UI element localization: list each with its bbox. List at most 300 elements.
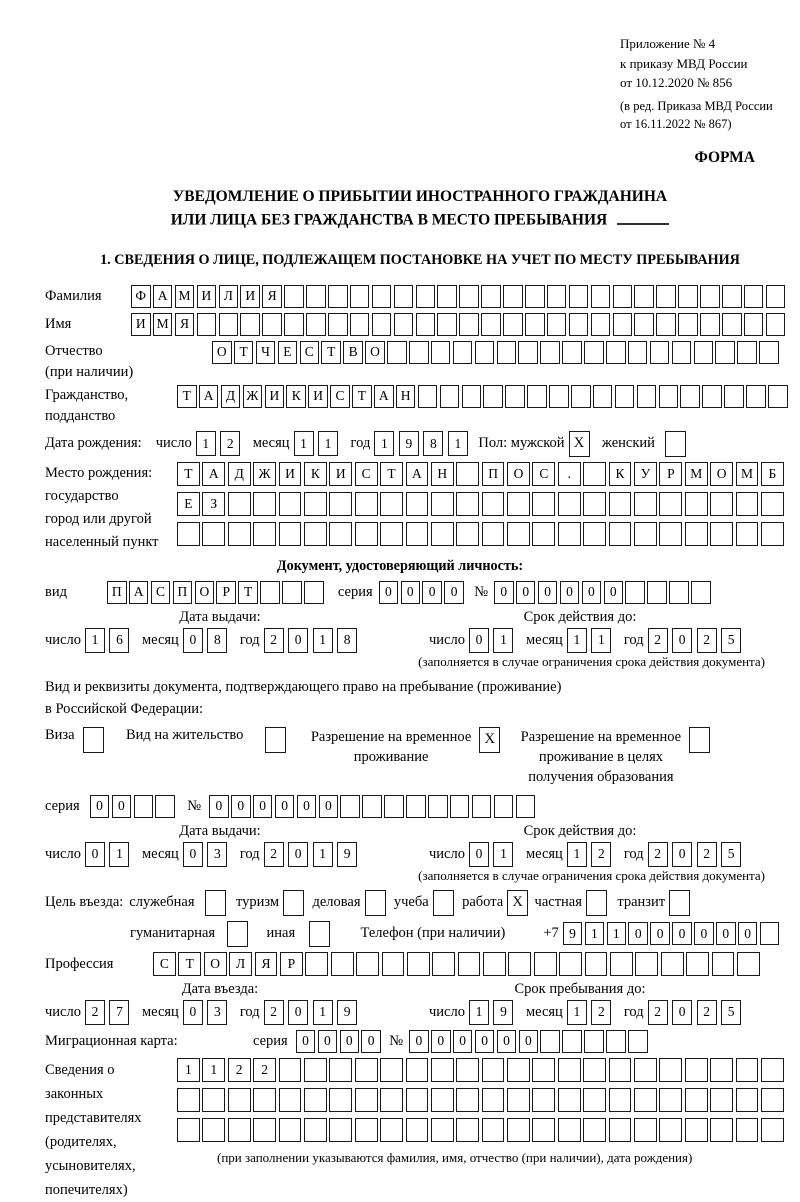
form-cell (456, 1118, 479, 1142)
form-cell (562, 341, 582, 364)
form-cell: К (286, 385, 306, 408)
form-cell (456, 522, 479, 546)
purpose-other-label: иная (266, 925, 296, 942)
doc-number-label: № (474, 583, 489, 600)
annex-revision-line: (в ред. Приказа МВД России (620, 98, 773, 113)
residence-doc-intro-line2: в Российской Федерации: (45, 701, 204, 718)
valid-year-cells (648, 842, 746, 867)
form-cell (583, 1088, 606, 1112)
birth-place-label: Место рождения: государство город или другой населенный пункт (45, 464, 159, 550)
form-cell: 2 (220, 431, 240, 456)
sex-male-checkbox (569, 431, 592, 457)
purpose-private-label: частная (534, 894, 582, 911)
form-cell (761, 522, 784, 546)
form-cell: 1 (567, 1000, 587, 1025)
form-cell (431, 492, 454, 516)
form-cell: 2 (253, 1058, 276, 1082)
form-cell: Н (396, 385, 416, 408)
checkbox-cell (205, 890, 226, 916)
form-cell (494, 795, 514, 818)
form-cell: 1 (313, 842, 333, 867)
entry-day-cells (85, 1000, 134, 1025)
residence-series-cells (90, 795, 178, 818)
form-cell (710, 1088, 733, 1112)
form-cell: А (374, 385, 394, 408)
form-cell: 0 (431, 1030, 451, 1053)
form-cell: 0 (444, 581, 464, 604)
checkbox-cell: X (569, 431, 590, 457)
sex-male-label: Пол: мужской (478, 435, 565, 452)
form-cell (700, 285, 720, 308)
form-cell: Т (177, 385, 197, 408)
form-cell: Ф (131, 285, 151, 308)
form-cell (712, 952, 735, 976)
form-cell (355, 522, 378, 546)
form-cell (700, 313, 720, 336)
form-cell (609, 1088, 632, 1112)
form-cell (304, 581, 324, 604)
form-cell (584, 1030, 604, 1053)
identity-doc-kind-row (45, 581, 795, 604)
birth-month-cells (294, 431, 343, 456)
form-cell (583, 1058, 606, 1082)
form-cell (482, 492, 505, 516)
form-cell (737, 341, 757, 364)
month-label: месяц (525, 1003, 563, 1020)
residence-doc-intro-line1: Вид и реквизиты документа, подтверждающего право на пребывание (проживание) (45, 678, 562, 695)
form-cell (569, 285, 589, 308)
form-cell (355, 1058, 378, 1082)
form-cell (702, 385, 722, 408)
form-cell (628, 341, 648, 364)
form-cell (659, 492, 682, 516)
form-cell: О (365, 341, 385, 364)
form-cell: 0 (209, 795, 229, 818)
residence-options-row (45, 727, 795, 787)
identity-issue-date (45, 628, 395, 653)
birth-place-row2-cells (177, 492, 786, 516)
form-cell (409, 341, 429, 364)
year-label: год (623, 631, 644, 648)
form-cell (481, 313, 501, 336)
visa-label: Виза (45, 726, 75, 743)
form-cell: 0 (275, 795, 295, 818)
form-cell (304, 522, 327, 546)
form-cell (680, 385, 700, 408)
form-cell (459, 285, 479, 308)
purpose-transit-label: транзит (617, 894, 666, 911)
form-cell (518, 341, 538, 364)
form-cell: 0 (297, 795, 317, 818)
form-cell: 1 (607, 922, 627, 945)
form-cell: 3 (207, 842, 227, 867)
doc-kind-label: вид (45, 584, 67, 601)
form-cell (483, 952, 506, 976)
form-cell (746, 385, 766, 408)
form-cell (761, 1118, 784, 1142)
form-cell: М (685, 462, 708, 486)
form-cell: 1 (202, 1058, 225, 1082)
form-cell (329, 1088, 352, 1112)
form-cell (634, 285, 654, 308)
form-cell: Е (177, 492, 200, 516)
citizenship-label: Гражданство, подданство (45, 386, 129, 424)
form-cell (766, 313, 786, 336)
entry-month-cells (183, 1000, 232, 1025)
birth-date-label: Дата рождения: (45, 435, 142, 452)
form-cell (406, 492, 429, 516)
form-cell: 0 (519, 1030, 539, 1053)
form-cell: 1 (567, 842, 587, 867)
form-cell (202, 1118, 225, 1142)
temp-residence-checkbox (479, 727, 502, 753)
form-cell: 0 (401, 581, 421, 604)
birth-day-cells (196, 431, 245, 456)
purpose-study-checkbox (433, 890, 456, 916)
form-cell (585, 952, 608, 976)
form-cell (661, 952, 684, 976)
firstname-label: Имя (45, 316, 72, 333)
form-cell: 0 (582, 581, 602, 604)
form-cell (329, 492, 352, 516)
year-label: год (239, 631, 260, 648)
purpose-private-checkbox (586, 890, 609, 916)
form-cell (507, 1118, 530, 1142)
checkbox-cell (433, 890, 454, 916)
form-cell (362, 795, 382, 818)
form-cell (155, 795, 175, 818)
form-cell (475, 341, 495, 364)
form-cell (134, 795, 154, 818)
form-cell (329, 1058, 352, 1082)
form-cell: 0 (409, 1030, 429, 1053)
form-cell: 0 (231, 795, 251, 818)
form-cell (437, 285, 457, 308)
form-cell (584, 341, 604, 364)
purpose-business-checkbox (365, 890, 388, 916)
form-cell (380, 1118, 403, 1142)
form-cell: 0 (183, 1000, 203, 1025)
form-cell: Т (178, 952, 201, 976)
form-cell: А (129, 581, 149, 604)
issue-date-heading: Дата выдачи: (179, 822, 261, 839)
form-cell (659, 1118, 682, 1142)
migration-number-label: № (389, 1032, 404, 1049)
form-cell (591, 313, 611, 336)
form-cell: 1 (85, 628, 105, 653)
form-cell: О (710, 462, 733, 486)
form-cell: 0 (628, 922, 648, 945)
entry-year-cells (264, 1000, 362, 1025)
form-cell (406, 795, 426, 818)
stay-month-cells (567, 1000, 616, 1025)
form-cell (407, 952, 430, 976)
form-cell (761, 1088, 784, 1112)
form-cell (228, 1118, 251, 1142)
form-title-line1: УВЕДОМЛЕНИЕ О ПРИБЫТИИ ИНОСТРАННОГО ГРАЖДАНИНА (172, 187, 668, 205)
form-cell (609, 1118, 632, 1142)
form-cell (571, 385, 591, 408)
form-cell: 2 (648, 628, 668, 653)
form-cell (219, 313, 239, 336)
form-cell: Л (219, 285, 239, 308)
form-cell: 1 (448, 431, 468, 456)
form-cell: С (151, 581, 171, 604)
form-cell (540, 1030, 560, 1053)
form-cell: Р (659, 462, 682, 486)
form-cell: 5 (721, 842, 741, 867)
day-label: число (429, 631, 465, 648)
form-cell (613, 285, 633, 308)
section1-heading: 1. СВЕДЕНИЯ О ЛИЦЕ, ПОДЛЕЖАЩЕМ ПОСТАНОВКЕ НА УЧЕТ ПО МЕСТУ ПРЕБЫВАНИЯ (100, 251, 740, 268)
form-cell (685, 522, 708, 546)
patronymic-label: Отчество (при наличии) (45, 342, 134, 380)
form-cell (656, 285, 676, 308)
form-cell: 1 (585, 922, 605, 945)
form-cell (710, 1118, 733, 1142)
form-cell (634, 1058, 657, 1082)
doc-number-cells (494, 581, 713, 604)
form-cell: 1 (196, 431, 216, 456)
form-cell (279, 522, 302, 546)
form-cell (685, 1058, 708, 1082)
form-cell: А (202, 462, 225, 486)
form-cell (558, 1118, 581, 1142)
form-cell (340, 795, 360, 818)
form-cell (694, 341, 714, 364)
form-cell (583, 1118, 606, 1142)
form-cell: Т (352, 385, 372, 408)
phone-cells (563, 922, 782, 945)
form-cell (416, 285, 436, 308)
checkbox-cell (669, 890, 690, 916)
form-cell (634, 492, 657, 516)
form-cell: О (212, 341, 232, 364)
form-cell (282, 581, 302, 604)
form-cell: К (304, 462, 327, 486)
form-cell (525, 285, 545, 308)
form-cell (525, 313, 545, 336)
form-cell (177, 1118, 200, 1142)
day-label: число (45, 1003, 81, 1020)
form-cell: 2 (264, 842, 284, 867)
form-cell (406, 522, 429, 546)
form-cell (462, 385, 482, 408)
form-cell (482, 522, 505, 546)
form-cell (279, 492, 302, 516)
form-cell: 2 (648, 842, 668, 867)
identity-date-headings (45, 609, 795, 626)
form-cell (659, 385, 679, 408)
form-cell (534, 952, 557, 976)
purpose-tourism-label: туризм (235, 894, 280, 911)
form-cell: 9 (493, 1000, 513, 1025)
form-cell (634, 1088, 657, 1112)
form-cell: 2 (697, 628, 717, 653)
doc-kind-cells (107, 581, 326, 604)
form-cell: Ж (253, 462, 276, 486)
form-cell: 2 (697, 1000, 717, 1025)
form-cell (406, 1058, 429, 1082)
form-cell (547, 313, 567, 336)
form-cell (202, 522, 225, 546)
form-cell: 0 (469, 628, 489, 653)
form-cell (253, 522, 276, 546)
form-cell: 0 (672, 842, 692, 867)
form-cell (609, 1058, 632, 1082)
birth-date-group (156, 431, 473, 456)
form-cell (656, 313, 676, 336)
form-cell: 0 (738, 922, 758, 945)
form-cell: 9 (337, 1000, 357, 1025)
form-cell (416, 313, 436, 336)
form-cell (228, 492, 251, 516)
form-cell: 2 (591, 842, 611, 867)
form-cell: 0 (694, 922, 714, 945)
form-cell (331, 952, 354, 976)
form-cell (710, 522, 733, 546)
form-cell (384, 795, 404, 818)
form-cell (262, 313, 282, 336)
form-cell: П (107, 581, 127, 604)
phone-prefix: +7 (543, 925, 559, 942)
form-cell (372, 285, 392, 308)
form-cell (394, 285, 414, 308)
form-cell (516, 795, 536, 818)
form-cell (659, 522, 682, 546)
form-cell (593, 385, 613, 408)
form-cell (472, 795, 492, 818)
annex-citation (620, 34, 800, 133)
form-cell: . (558, 462, 581, 486)
form-cell (355, 1118, 378, 1142)
form-cell (482, 1058, 505, 1082)
checkbox-cell: X (507, 890, 528, 916)
identity-doc-heading: Документ, удостоверяющий личность: (276, 557, 524, 574)
form-cell (532, 492, 555, 516)
valid-day-cells (469, 842, 518, 867)
migration-number-cells (409, 1030, 650, 1053)
entry-dates-row (45, 1000, 795, 1025)
month-label: месяц (525, 845, 563, 862)
form-cell: 0 (340, 1030, 360, 1053)
form-cell (228, 522, 251, 546)
month-label: месяц (141, 845, 179, 862)
residence-permit-checkbox (265, 727, 288, 753)
valid-until-heading: Срок действия до: (523, 608, 637, 625)
month-label: месяц (252, 435, 290, 452)
form-cell (356, 952, 379, 976)
firstname-row (45, 313, 795, 336)
checkbox-cell (365, 890, 386, 916)
form-cell: 0 (112, 795, 132, 818)
checkbox-cell (309, 921, 330, 947)
purpose-study-label: учеба (393, 894, 429, 911)
form-cell: 1 (493, 628, 513, 653)
checkbox-cell (665, 431, 686, 457)
form-cell (350, 313, 370, 336)
form-cell: 5 (721, 628, 741, 653)
form-cell (527, 385, 547, 408)
form-cell (279, 1088, 302, 1112)
form-cell (647, 581, 667, 604)
form-cell: 2 (648, 1000, 668, 1025)
form-cell (710, 492, 733, 516)
entry-date-headings (45, 981, 795, 998)
form-cell (304, 492, 327, 516)
form-cell (228, 1088, 251, 1112)
form-cell: Т (321, 341, 341, 364)
form-cell (736, 492, 759, 516)
residence-number-cells (209, 795, 537, 818)
residence-number-label: № (187, 797, 202, 814)
form-cell (350, 285, 370, 308)
form-cell: И (329, 462, 352, 486)
legal-reps-row3-cells (177, 1118, 786, 1142)
form-cell: 0 (183, 628, 203, 653)
form-cell (406, 1118, 429, 1142)
form-cell: 0 (453, 1030, 473, 1053)
form-cell: Ч (256, 341, 276, 364)
checkbox-cell (586, 890, 607, 916)
migration-series-label: серия (253, 1032, 288, 1049)
form-cell (606, 341, 626, 364)
form-cell (507, 492, 530, 516)
form-cell: Л (229, 952, 252, 976)
purpose-work-label: работа (462, 894, 504, 911)
form-cell (547, 285, 567, 308)
form-cell: А (199, 385, 219, 408)
form-cell: Т (238, 581, 258, 604)
residence-series-row (45, 795, 795, 818)
form-cell (253, 1088, 276, 1112)
form-cell: И (197, 285, 217, 308)
temp-residence-label: Разрешение на временное проживание (310, 728, 472, 765)
month-label: месяц (141, 1003, 179, 1020)
form-cell (306, 313, 326, 336)
birth-place-block (45, 462, 795, 554)
form-cell (387, 341, 407, 364)
checkbox-cell (83, 727, 104, 753)
form-cell (355, 1088, 378, 1112)
form-cell (304, 1088, 327, 1112)
form-cell: 8 (423, 431, 443, 456)
legal-reps-row1-cells (177, 1058, 786, 1082)
form-cell (672, 341, 692, 364)
form-cell: 0 (672, 628, 692, 653)
form-cell: И (279, 462, 302, 486)
form-cell (279, 1058, 302, 1082)
migration-card-row (45, 1030, 795, 1053)
legal-reps-row2-cells (177, 1088, 786, 1112)
form-cell (355, 492, 378, 516)
form-cell: 1 (294, 431, 314, 456)
form-cell: Я (255, 952, 278, 976)
form-cell (380, 492, 403, 516)
identity-validity-note: (заполняется в случае ограничения срока действия документа) (418, 653, 765, 669)
month-label: месяц (525, 631, 563, 648)
identity-dates-row (45, 628, 795, 653)
birth-date-row (45, 431, 795, 457)
phone-label: Телефон (при наличии) (360, 925, 506, 942)
form-cell: 1 (567, 628, 587, 653)
purpose-business-label: деловая (312, 894, 361, 911)
form-cell: 1 (109, 842, 129, 867)
form-cell (685, 492, 708, 516)
checkbox-cell (227, 921, 248, 947)
form-cell: 2 (228, 1058, 251, 1082)
form-cell (380, 1058, 403, 1082)
